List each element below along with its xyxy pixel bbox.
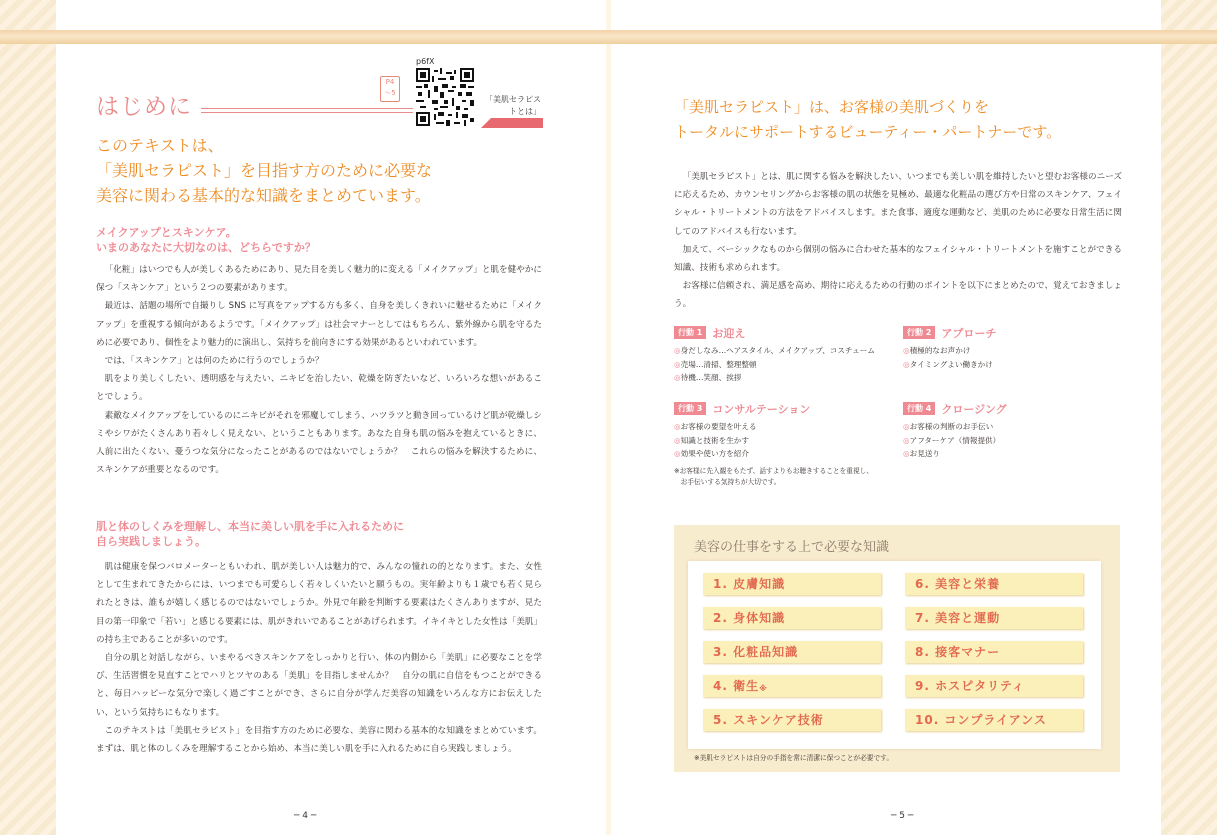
action-3-items (674, 420, 757, 461)
paragraph: 加えて、ベーシックなものから個別の悩みに合わせた基本的なフェイシャル・トリートメントを施すことができる知識、技術も求められます。 (674, 244, 1122, 274)
knowledge-note: ※美肌セラピストは自分の手指を常に清潔に保つことが必要です。 (694, 754, 894, 762)
intro-heading-line: 「美肌セラピスト」を目指す方のために必要な (96, 161, 433, 180)
lead-heading-line: 「美肌セラピスト」は、お客様の美肌づくりを (674, 98, 990, 116)
page-title: はじめに (96, 94, 192, 120)
section-heading-line: 自ら実践しましょう。 (96, 535, 206, 548)
list-item-text: 知識と技術を生かす (680, 435, 749, 445)
list-item-text: お見送り (909, 449, 941, 458)
paragraph: お客様に信頼され、満足感を高め、期待に応えるための行動のポイントを以下にまとめたので、覚えておきましょう。 (674, 281, 1122, 310)
paragraph: 素敵なメイクアップをしているのにニキビがそれを邪魔してしまう、ハツラツと動き回っているけど肌が乾燥しシミやシワがたくさんあり若々しく見えない、ということもあります。あなた自身も肌の悩みを抱えているときに、人前に出たくない、憂うつな気分になったことがあるのではないでしょうか？ これらの悩みを解決するために、スキンケアが重要となるのです。 (96, 410, 542, 476)
title-underline (201, 108, 413, 113)
top-decorative-band (0, 30, 1217, 44)
list-item-text: タイミングよい働きかけ (909, 359, 993, 369)
video-label-line1: 「美肌セラピストとは」 (485, 95, 541, 116)
left-page (56, 44, 606, 835)
left-margin-pattern (0, 0, 56, 835)
knowledge-item-text: 4. 衛生 (713, 679, 760, 693)
action-3-heading (674, 401, 810, 417)
bullet-icon: ◎ (674, 449, 681, 458)
left-page-top (56, 0, 606, 30)
paragraph: 「美肌セラピスト」とは、肌に関する悩みを解決したい、いつまでも美しい肌を維持したいと望むお客様のニーズに応えるため、カウンセリングからお客様の肌の状態を見極め、最適な化粧品の選び方や日常のスキンケア、フェイシャル・トリートメントの方法をアドバイスします。また食事、適度な運動など、美肌のために必要な日常生活に関してのアドバイスも行ないます。 (674, 172, 1122, 237)
qr-code-caption: p6fX (416, 57, 435, 66)
lead-heading-line: トータルにサポートするビューティー・パートナーです。 (674, 123, 1062, 141)
bullet-icon: ◎ (903, 422, 910, 431)
bullet-icon: ◎ (903, 346, 910, 355)
section1-heading (96, 225, 556, 255)
knowledge-title: 美容の仕事をする上で必要な知識 (694, 540, 890, 555)
list-item-text: 売場…清掃、整理整頓 (680, 359, 757, 369)
knowledge-item: 5. スキンケア技術 (703, 709, 881, 731)
section-heading-line: いまのあなたに大切なのは、どちらですか？ (96, 241, 316, 254)
list-item-text: お客様の判断のお手伝い (909, 422, 994, 431)
action-title: コンサルテーション (712, 403, 811, 416)
action-2-heading (903, 325, 996, 341)
page-number: ─ 5 ─ (891, 811, 914, 821)
action-4-items (903, 420, 1000, 461)
section2-body (96, 558, 542, 758)
list-item (903, 344, 993, 358)
list-item (674, 434, 757, 448)
knowledge-item: 10. コンプライアンス (905, 709, 1083, 731)
right-margin-pattern (1161, 0, 1217, 835)
action-badge: 行動 1 (674, 326, 706, 339)
right-page-top (611, 0, 1161, 30)
action-title: アプローチ (941, 327, 997, 340)
page-reference-badge: P4 〜5 (380, 76, 400, 102)
knowledge-item: 9. ホスピタリティ (905, 675, 1083, 697)
action-badge: 行動 4 (903, 402, 935, 415)
list-item-text: 待機…笑顔、挨拶 (680, 373, 742, 382)
action-title: クロージング (941, 403, 1007, 416)
section-heading-line: メイクアップとスキンケア。 (96, 226, 237, 239)
bullet-icon: ◎ (903, 359, 910, 369)
knowledge-list (688, 561, 1101, 749)
section-heading-line: 肌と体のしくみを理解し、本当に美しい肌を手に入れるために (96, 520, 404, 533)
intro-heading (96, 133, 556, 208)
bullet-icon: ◎ (903, 449, 910, 458)
paragraph: このテキストは「美肌セラピスト」を目指す方のために必要な、美容に関わる基本的な知識をまとめています。まずは、肌と体のしくみを理解することから始め、本当に美しい肌を手に入れるために自ら実践しましょう。 (96, 725, 542, 755)
list-item (903, 420, 1000, 434)
paragraph: では、「スキンケア」とは何のために行うのでしょうか？ (104, 356, 324, 367)
intro-heading-line: このテキストは、 (96, 136, 224, 155)
video-label-accent (481, 118, 491, 128)
paragraph: 肌をより美しくしたい、透明感を与えたい、ニキビを治したい、乾燥を防ぎたいなど、いろいろな想いがあることでしょう。 (96, 374, 542, 403)
note-mark: ※ (759, 684, 768, 693)
list-item-text: 積極的なお声かけ (909, 346, 971, 355)
right-page (611, 44, 1161, 835)
list-item (674, 358, 875, 372)
bullet-icon: ◎ (674, 359, 681, 369)
action-badge: 行動 3 (674, 402, 706, 415)
knowledge-item: 7. 美容と運動 (905, 607, 1083, 629)
list-item-text: アフターケア（情報提供） (909, 435, 1001, 445)
qr-code-icon[interactable] (416, 68, 474, 126)
action-1-items (674, 344, 875, 385)
paragraph: 肌は健康を保つバロメーターともいわれ、肌が美しい人は魅力的で、みんなの憧れの的となります。また、女性として生まれてきたからには、いつまでも可愛らしく若々しくいたいと願うもの。実年齢よりも１歳でも若く見られたときは、誰もが嬉しく感じるのではないでしょうか。外見で年齢を判断する要素はたくさんありますが、見た目の第一印象で「若い」と感じる要素には、肌がきれいであることがあげられます。イキイキとした女性は「美肌」の持ち主であることが多いのです。 (96, 562, 542, 645)
action-4-heading (903, 401, 1007, 417)
list-item-text: 身だしなみ…ヘアスタイル、メイクアップ、コスチューム (680, 346, 875, 355)
action-1-heading (674, 325, 745, 341)
bullet-icon: ◎ (674, 346, 681, 355)
video-label-bar (491, 118, 543, 128)
paragraph: 自分の肌と対話しながら、いまやるべきスキンケアをしっかりと行い、体の内側から「美肌」に必要なことを学び、生活習慣を見直すことでハリとツヤのある「美肌」を目指しませんか？ 自分の肌に自信をもつことができると、毎日ハッピーな気分で楽しく過ごすことができ、さらに自分が学んだ美容の知識をいろんな方にお伝えしたい、という気持ちにもなります。 (96, 653, 542, 718)
intro-body (674, 168, 1122, 314)
knowledge-item: 1. 皮膚知識 (703, 573, 881, 595)
bullet-icon: ◎ (674, 435, 681, 445)
knowledge-item: 8. 接客マナー (905, 641, 1083, 663)
bullet-icon: ◎ (674, 373, 681, 382)
action-note: ※お客様に先入観をもたず、話すよりもお聴きすることを重視し、 お手伝いする気持ちが大切です。 (674, 467, 874, 486)
paragraph: 「化粧」はいつでも人が美しくあるためにあり、見た目を美しく魅力的に変える「メイクアップ」と肌を健やかに保つ「スキンケア」という２つの要素があります。 (96, 265, 542, 294)
knowledge-item (703, 675, 881, 697)
list-item-text: 効果や使い方を紹介 (680, 449, 749, 458)
action-title: お迎え (712, 327, 746, 340)
list-item (674, 447, 757, 461)
bullet-icon: ◎ (674, 422, 681, 431)
page-number: ─ 4 ─ (294, 811, 317, 821)
knowledge-item: 2. 身体知識 (703, 607, 881, 629)
lead-heading (674, 95, 1144, 145)
paragraph: 最近は、話題の場所で自撮りし SNS に写真をアップする方も多く、自身を美しくきれいに魅せるために「メイクアップ」を重視する傾向があるようです。「メイクアップ」は社会マナーとしてはもちろん、紫外線から肌を守るために必要であり、個性をより魅力的に演出し、気持ちを前向きにする効果があるといわれています。 (96, 301, 542, 348)
bullet-icon: ◎ (903, 435, 910, 445)
list-item (674, 420, 757, 434)
section1-body (96, 261, 542, 479)
list-item (674, 344, 875, 358)
action-2-items (903, 344, 993, 371)
list-item (903, 447, 1000, 461)
knowledge-box (674, 525, 1120, 772)
action-badge: 行動 2 (903, 326, 935, 339)
list-item-text: お客様の要望を叶える (680, 422, 757, 431)
section2-heading (96, 519, 556, 549)
intro-heading-line: 美容に関わる基本的な知識をまとめています。 (96, 186, 431, 205)
list-item (903, 358, 993, 372)
knowledge-item: 3. 化粧品知識 (703, 641, 881, 663)
list-item (903, 434, 1000, 448)
list-item (674, 371, 875, 385)
knowledge-item: 6. 美容と栄養 (905, 573, 1083, 595)
